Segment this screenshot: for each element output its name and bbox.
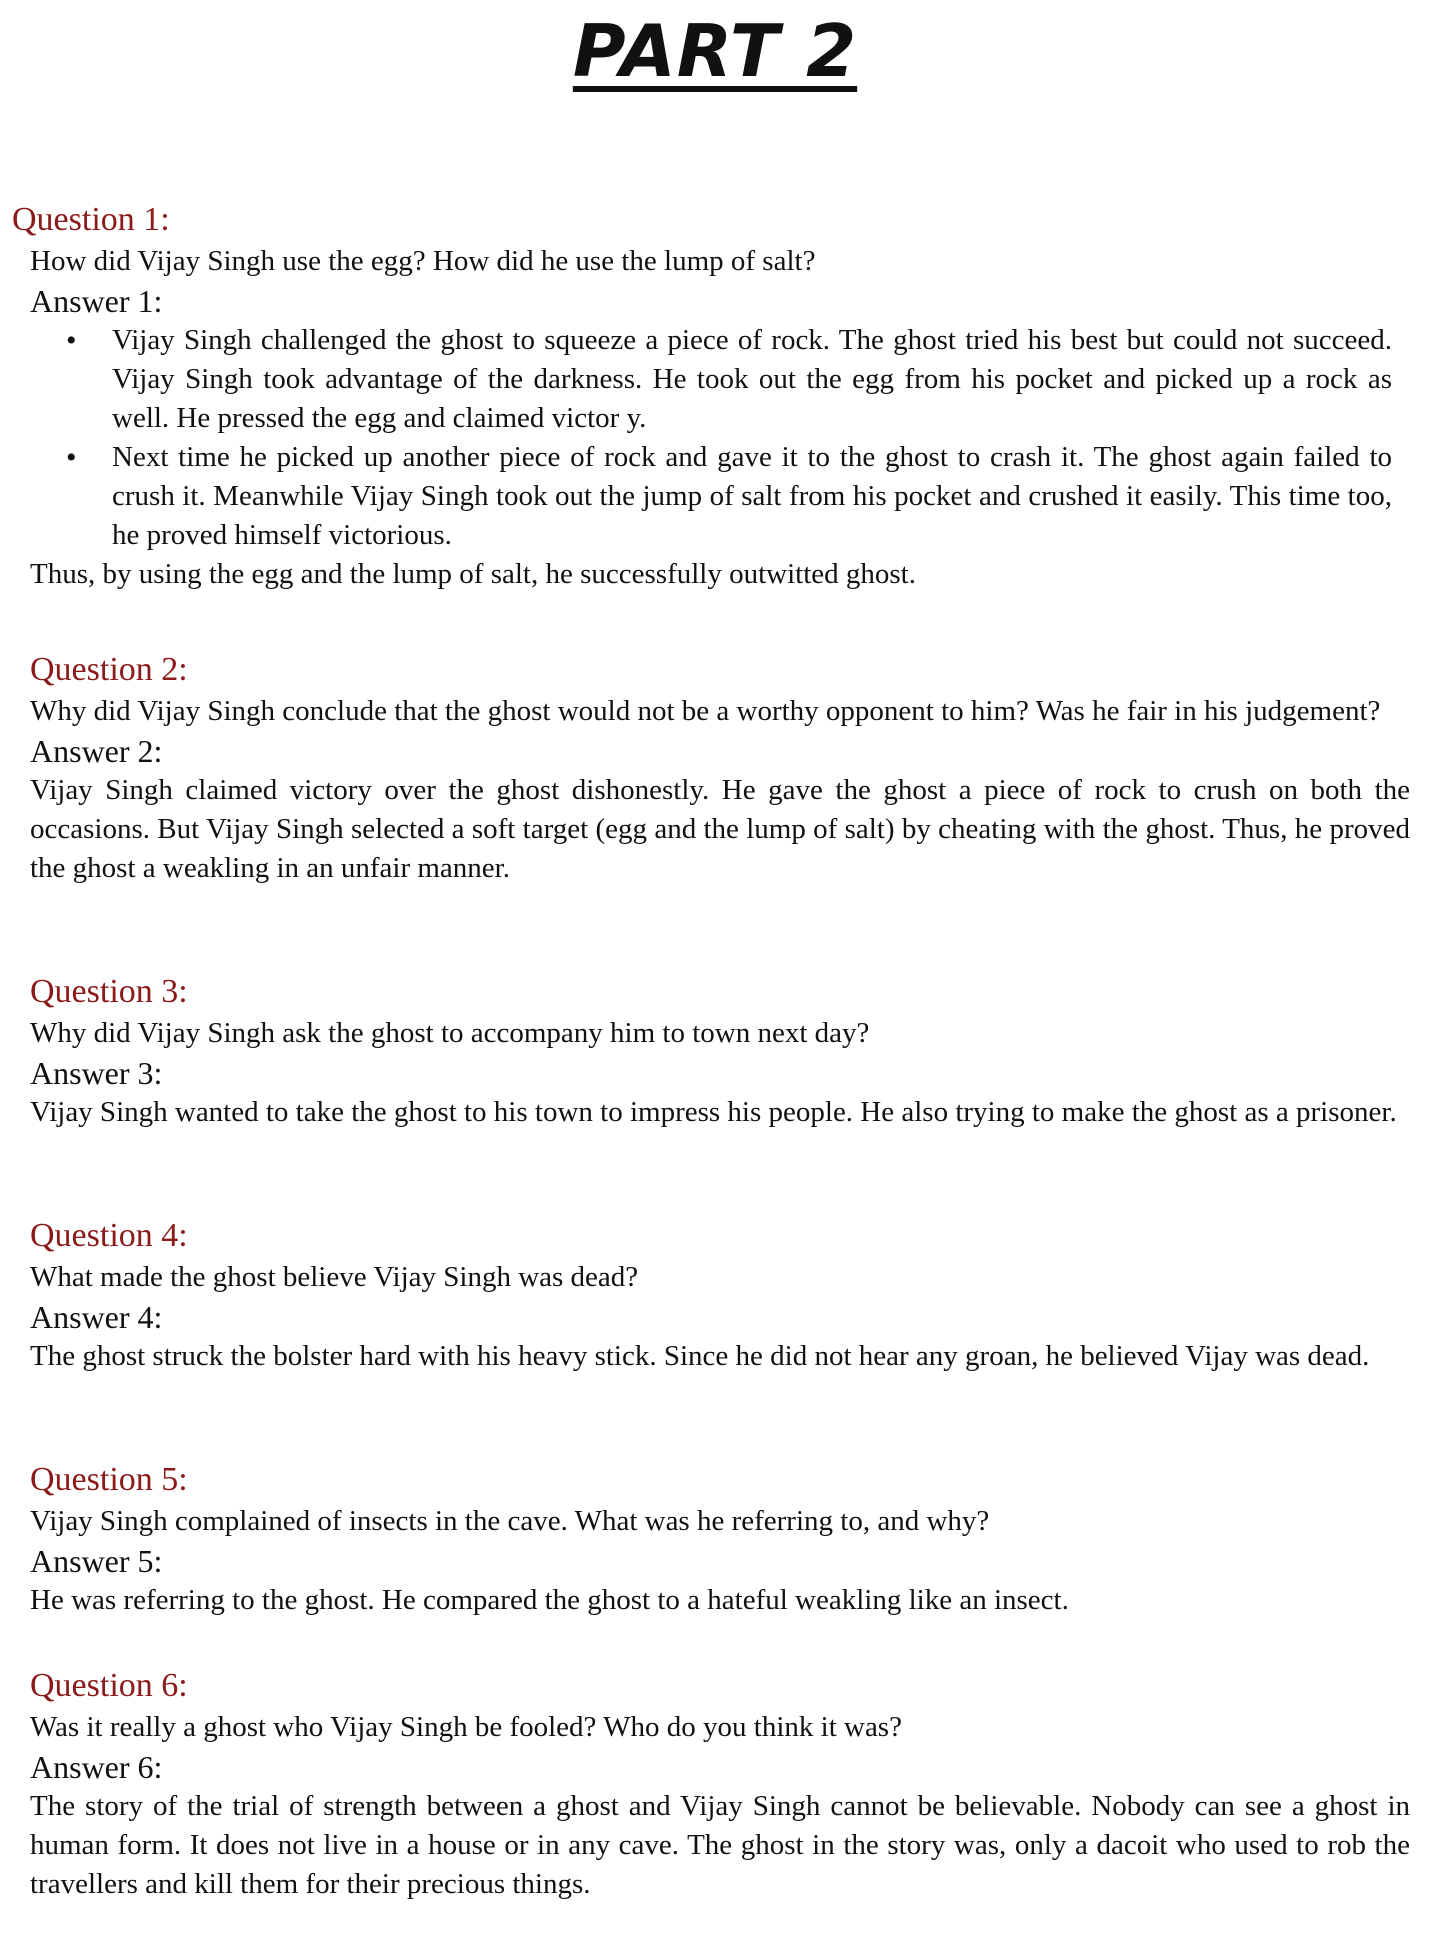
answer-label: Answer 5: xyxy=(30,1543,163,1579)
qa-block-6 xyxy=(30,1664,1410,1904)
answer-text: He was referring to the ghost. He compared the ghost to a hateful weakling like an insect. xyxy=(30,1584,1069,1616)
answer-text: Vijay Singh wanted to take the ghost to his town to impress his people. He also trying to make the ghost as a prisoner. xyxy=(30,1096,1397,1128)
answer-text: Vijay Singh claimed victory over the ghost dishonestly. He gave the ghost a piece of rock to crush on both the occasions. But Vijay Singh selected a soft target (egg and the lump of salt) by cheating with the ghost. Thus, he proved the ghost a weakling in an unfair manner. xyxy=(30,774,1410,884)
list-item: • Vijay Singh challenged the ghost to squeeze a piece of rock. The ghost tried his best but could not succeed. Vijay Singh took advantage of the darkness. He took out the egg from his pocket and picked up a rock as well. He pressed the egg and claimed victor y. xyxy=(112,321,1392,438)
question-text: Why did Vijay Singh ask the ghost to accompany him to town next day? xyxy=(30,1017,870,1049)
answer-conclusion: Thus, by using the egg and the lump of salt, he successfully outwitted ghost. xyxy=(30,558,916,590)
answer-label: Answer 1: xyxy=(30,283,163,319)
question-text: What made the ghost believe Vijay Singh was dead? xyxy=(30,1261,639,1293)
answer-label: Answer 4: xyxy=(30,1299,163,1335)
qa-block-3 xyxy=(30,970,1410,1132)
qa-block-1 xyxy=(12,198,1392,594)
question-label: Question 2: xyxy=(30,651,188,688)
answer-text: The ghost struck the bolster hard with his heavy stick. Since he did not hear any groan, he believed Vijay was dead. xyxy=(30,1340,1370,1372)
question-text: How did Vijay Singh use the egg? How did he use the lump of salt? xyxy=(30,245,816,277)
question-text: Was it really a ghost who Vijay Singh be fooled? Who do you think it was? xyxy=(30,1711,902,1743)
answer-bullet-list xyxy=(30,321,1392,555)
question-label: Question 1: xyxy=(12,201,170,238)
question-text: Vijay Singh complained of insects in the cave. What was he referring to, and why? xyxy=(30,1505,990,1537)
answer-text: The story of the trial of strength between a ghost and Vijay Singh cannot be believable. Nobody can see a ghost in human form. It does not live in a house or in any cave. The ghost in the story was, only a dacoit who used to rob the travellers and kill them for their precious things. xyxy=(30,1790,1410,1900)
question-label: Question 4: xyxy=(30,1217,188,1254)
page-title: PART 2 xyxy=(572,9,858,93)
answer-label: Answer 2: xyxy=(30,733,163,769)
answer-label: Answer 3: xyxy=(30,1055,163,1091)
qa-block-2 xyxy=(30,648,1410,888)
qa-block-5 xyxy=(30,1458,1410,1620)
question-label: Question 3: xyxy=(30,973,188,1010)
question-label: Question 5: xyxy=(30,1461,188,1498)
question-label: Question 6: xyxy=(30,1667,188,1704)
answer-label: Answer 6: xyxy=(30,1749,163,1785)
list-item: • Next time he picked up another piece of rock and gave it to the ghost to crash it. The ghost again failed to crush it. Meanwhile Vijay Singh took out the jump of salt from his pocket and crushed it easily. This time too, he proved himself victorious. xyxy=(112,438,1392,555)
question-text: Why did Vijay Singh conclude that the ghost would not be a worthy opponent to him? Was he fair in his judgement? xyxy=(30,695,1381,727)
qa-block-4 xyxy=(30,1214,1410,1376)
